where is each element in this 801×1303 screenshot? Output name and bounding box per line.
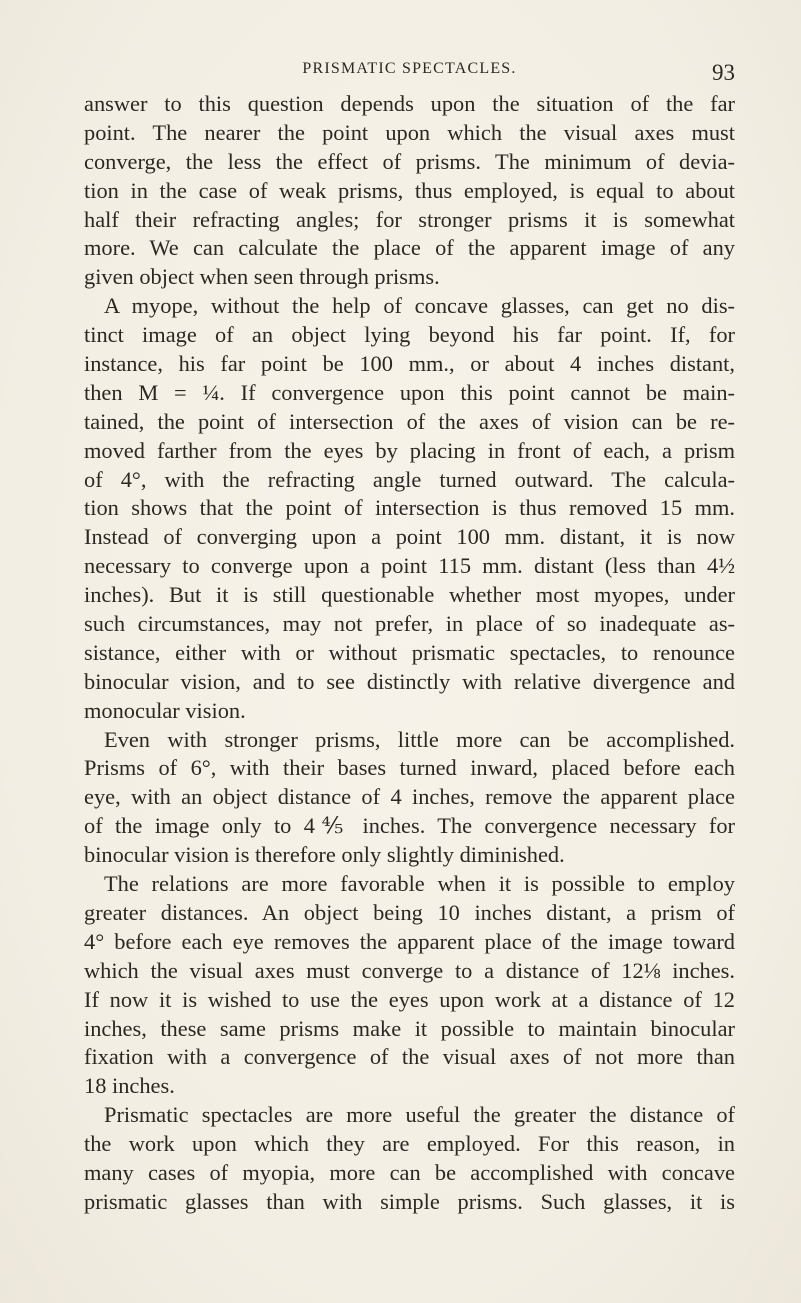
text-line: which the visual axes must converge to a distance of 12⅛ inches.	[84, 957, 735, 983]
text-line: A myope, without the help of concave glasses, can get no dis-	[104, 293, 735, 319]
text-line: point. The nearer the point upon which the visual axes must	[84, 119, 735, 145]
text-line: binocular vision, and to see distinctly with relative divergence and	[84, 668, 735, 694]
text-line: half their refracting angles; for stronger prisms it is somewhat	[84, 206, 735, 232]
text-line: 18 inches.	[84, 1073, 175, 1099]
text-line: eye, with an object distance of 4 inches, remove the apparent place	[84, 784, 735, 810]
text-line: converge, the less the effect of prisms. The minimum of devia-	[84, 148, 735, 174]
page-number: 93	[712, 60, 735, 85]
text-line: prismatic glasses than with simple prisms. Such glasses, it is	[84, 1188, 735, 1214]
page-header	[84, 60, 735, 84]
text-line: inches). But it is still questionable whether most myopes, under	[84, 582, 735, 608]
text-line: 4° before each eye removes the apparent place of the image toward	[84, 928, 735, 954]
body-text	[84, 90, 735, 1217]
text-line: of the image only to 4⅘ inches. The convergence necessary for	[84, 813, 735, 839]
text-line: Instead of converging upon a point 100 mm. distant, it is now	[84, 524, 735, 550]
text-line: instance, his far point be 100 mm., or about 4 inches distant,	[84, 351, 735, 377]
text-line: answer to this question depends upon the situation of the far	[84, 91, 735, 116]
text-line: of 4°, with the refracting angle turned outward. The calcula-	[84, 466, 735, 492]
text-line: necessary to converge upon a point 115 mm. distant (less than 4½	[84, 553, 735, 579]
text-line: moved farther from the eyes by placing in front of each, a prism	[84, 437, 735, 463]
text-line: many cases of myopia, more can be accomplished with concave	[84, 1159, 735, 1185]
text-line: then M = ¼. If convergence upon this point cannot be main-	[84, 379, 735, 405]
running-head: PRISMATIC SPECTACLES.	[302, 60, 517, 77]
text-line: tion in the case of weak prisms, thus employed, is equal to about	[84, 177, 735, 203]
text-line: monocular vision.	[84, 697, 246, 723]
text-line: tained, the point of intersection of the axes of vision can be re-	[84, 408, 735, 434]
text-line: If now it is wished to use the eyes upon work at a distance of 12	[84, 986, 735, 1012]
text-line: Even with stronger prisms, little more can be accomplished.	[104, 726, 735, 752]
text-line: given object when seen through prisms.	[84, 264, 440, 290]
text-line: The relations are more favorable when it is possible to employ	[104, 871, 735, 897]
text-line: binocular vision is therefore only slightly diminished.	[84, 842, 565, 868]
text-line: inches, these same prisms make it possible to maintain binocular	[84, 1015, 735, 1041]
text-line: more. We can calculate the place of the apparent image of any	[84, 235, 735, 261]
text-line: greater distances. An object being 10 inches distant, a prism of	[84, 899, 735, 925]
text-line: tion shows that the point of intersection is thus removed 15 mm.	[84, 495, 735, 521]
text-line: the work upon which they are employed. For this reason, in	[84, 1131, 735, 1157]
text-line: tinct image of an object lying beyond his far point. If, for	[84, 322, 735, 348]
text-line: Prisms of 6°, with their bases turned inward, placed before each	[84, 755, 735, 781]
text-line: fixation with a convergence of the visual axes of not more than	[84, 1044, 735, 1070]
text-line: sistance, either with or without prismatic spectacles, to renounce	[84, 639, 735, 665]
text-line: Prismatic spectacles are more useful the greater the distance of	[104, 1102, 735, 1128]
text-line: such circumstances, may not prefer, in place of so inadequate as-	[84, 611, 735, 637]
